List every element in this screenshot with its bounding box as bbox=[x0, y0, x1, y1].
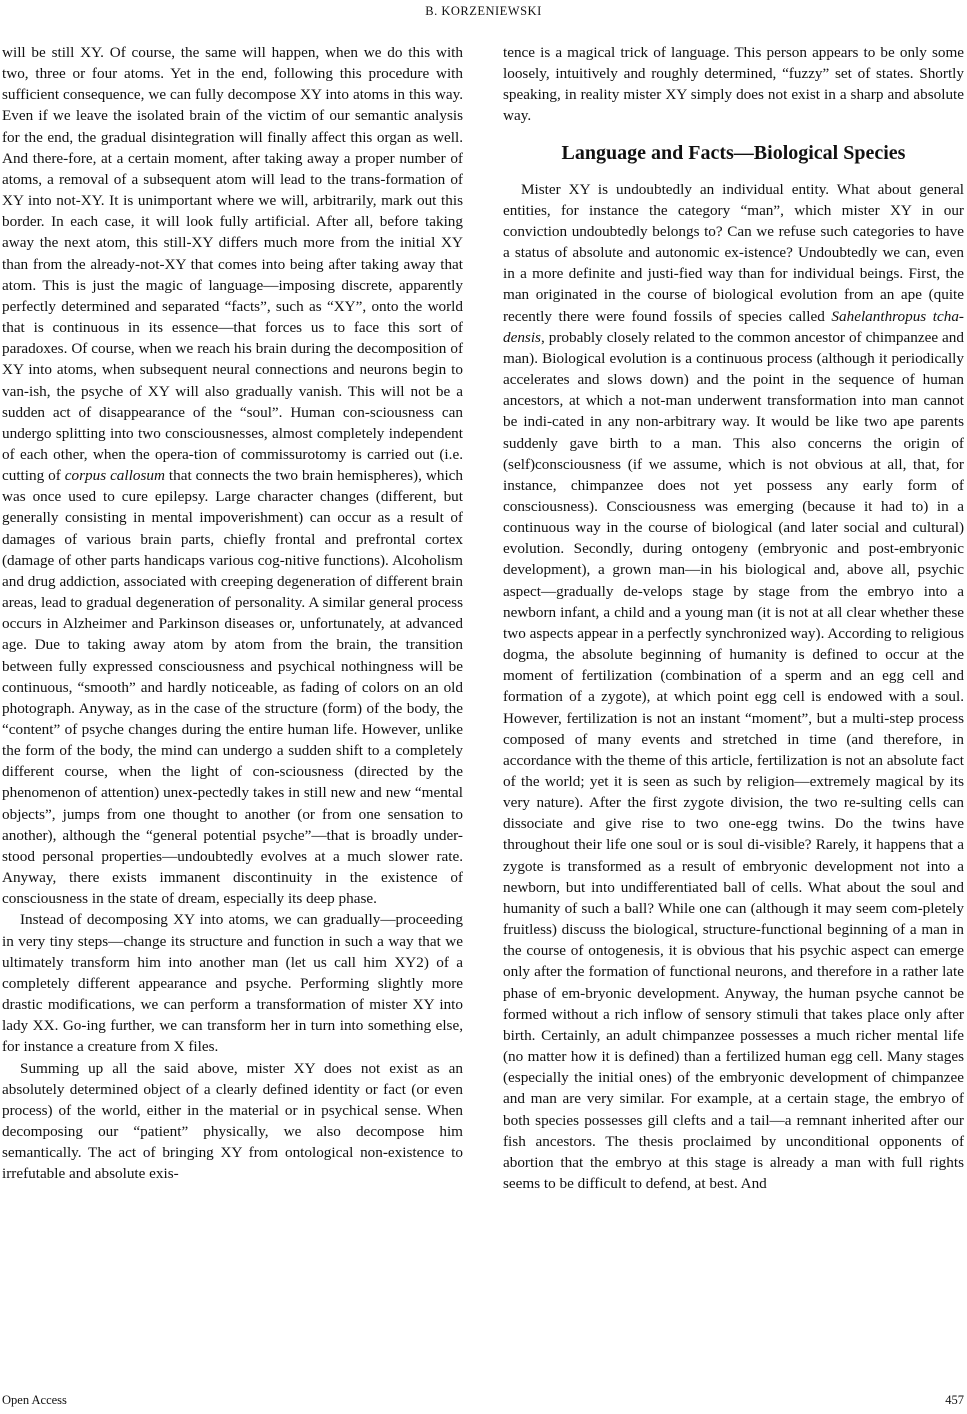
footer-journal: Open Access bbox=[2, 1393, 67, 1407]
body-paragraph: will be still XY. Of course, the same will happen, when we do this with two, three or four atoms. Yet in the end, following this procedure with sufficient consequence, we can fully decompose XY into atoms in this way. Even if we leave the isolated brain of the victim of our semantic analysis for the end, the gradual disintegration will finally affect this organ as well. And there-fore, at a certain moment, after taking away a proper number of atoms, a removal of a subsequent atom will lead to the trans-formation of XY into not-XY. It is unimportant where we will, arbitrarily, mark out this border. In each case, it will look fully artificial. After all, before taking away the next atom, this still-XY differs much more from the initial XY than from the already-not-XY that comes into being after taking away that atom. This is just the magic of language—imposing discrete, apparently perfectly determined and separated “facts”, such as “XY”, onto the world that is continuous in its essence—that forces us to face this sort of paradoxes. Of course, when we reach his brain during the decomposition of XY into atoms, when subsequent neural connections and neurons begin to van-ish, the psyche of XY will also gradually vanish. This will not be a sudden act of disappearance of the “soul”. Human con-sciousness can undergo splitting into two consciousnesses, almost completely independent of each other, when the opera-tion of commissurotomy is carried out (i.e. cutting of corpus callosum that connects the two brain hemispheres), which was once used to cure epilepsy. Large character changes (different, but generally consisting in mental impoverishment) can occur as a result of damages of various brain parts, chiefly frontal and prefrontal cortex (damage of other parts handicaps various cog-nitive functions). Alcoholism and drug addiction, associated with creeping degeneration of different brain areas, lead to gradual degeneration of personality. A similar general process occurs in Alzheimer and Parkinson diseases or, unfortunately, at advanced age. Due to taking away atom by atom from the brain, the transition between fully expressed consciousness and psychical nothingness will be continuous, “smooth” and hardly noticeable, as fading of colors on an old photograph. Anyway, as in the case of the structure (form) of the body, the “content” of psyche changes during the entire human life. However, unlike the form of the body, the mind can undergo a sudden shift to a completely different course, when the light of con-sciousness (directed by the phenomenon of attention) unex-pectedly takes in still new and new “mental objects”, jumps from one thought to another (or from one sensation to another), although the “general potential psyche”—that is broadly under-stood personal properties—undoubtedly evolves at a much slower rate. Anyway, there exists immanent discontinuity in the existence of consciousness in the state of dream, especially its deep phase. bbox=[2, 44, 463, 908]
right-column bbox=[503, 42, 964, 1194]
section-heading: Language and Facts—Biological Species bbox=[561, 141, 906, 164]
body-paragraph: Mister XY is undoubtedly an individual entity. What about general entities, for instance the category “man”, which mister XY in our conviction undoubtedly belongs to? Can we refuse such categories to have a status of absolute and autonomic ex-istence? Undoubtedly we can, even in a more definite and justi-fied way than for individual beings. First, the man originated in the course of biological evolution from an ape (quite recently there were found fossils of species called Sahelanthropus tcha-densis, probably closely related to the common ancestor of chimpanzee and man). Biological evolution is a continuous process (although it periodically accelerates and slows down) and the point in the sequence of human ancestors, at which a not-man underwent transformation into man cannot be indi-cated in any non-arbitrary way. It would be like two ape parents suddenly gave birth to a man. This also concerns the origin of (self)consciousness (if we assume, which is not obvious at all, that, for instance, chimpanzee does not yet possess any early form of consciousness). Consciousness was emerging (because it had to) in a continuous way in the course of biological (and later social and cultural) evolution. Secondly, during ontogeny (embryonic and post-embryonic development), a grown man—in his biological and, above all, psychic aspect—gradually de-velops stage by stage from the embryo into a newborn infant, a child and a young man (it is not at all clear whether these two aspects appear in a perfectly synchronized way). According to religious dogma, the absolute beginning of humanity is defined to occur at the moment of fertilization (combination of a sperm and an egg cell and formation of a zygote), at which point egg cell is endowed with a soul. However, fertilization is not an instant “moment”, but a multi-step process composed of many events and stretched in time (and therefore, in accordance with the theme of this article, fertilization is not an absolute fact of the world; yet it is seen as such by religion—extremely magical by its very nature). After the first zygote division, the two re-sulting cells can dissociate and give rise to two one-egg twins. Do the twins have throughout their life one soul or is soul di-visible? Rarely, it happens that a zygote is transformed as a result of embryonic development not into a newborn, but into undifferentiated ball of cells. What about the soul and humanity of such a ball? While one can (although it may seem com-pletely fruitless) discuss the biological, structure-functional beginning of a man in the course of ontogenesis, it is obvious that his psychic aspect can emerge only after the formation of functional neurons, and therefore in a rather late phase of em-bryonic development. Anyway, the human psyche cannot be formed without a rich inflow of sensory stimuli that takes place only after birth. Certainly, an adult chimpanzee possesses a much richer mental life (no matter how it is defined) than a fertilized human egg cell. Many stages (especially the initial ones) of the embryonic development of chimpanzee and man are very similar. For example, at a certain stage, the embryo of both species possesses gill clefts and a tail—a remnant inherited after our fish ancestors. The thesis proclaimed by unconditional opponents of abortion that the embryo at this stage is already a man with full rights seems to be difficult to defend, at best. And bbox=[503, 180, 964, 1192]
italic-term: Sahelanthropus tcha-densis bbox=[503, 307, 964, 346]
page-number: 457 bbox=[945, 1393, 964, 1407]
left-column bbox=[2, 42, 463, 1184]
body-paragraph: Instead of decomposing XY into atoms, we can gradually—proceeding in very tiny steps—change its structure and function in such a way that we ultimately transform him into another man (let us call him XY2) of a completely different appearance and psyche. Performing slightly more drastic modifications, we can perform a transformation of mister XY into lady XX. Go-ing further, we can transform her in turn into something else, for instance a creature from X files. bbox=[2, 911, 463, 1056]
running-head: B. KORZENIEWSKI bbox=[425, 4, 542, 18]
italic-term: corpus callosum bbox=[64, 467, 165, 485]
body-paragraph: Summing up all the said above, mister XY does not exist as an absolutely determined object of a clearly defined identity or fact (or even process) of the world, either in the material or in psychical sense. When decomposing our “patient” physically, we also decompose him semantically. The act of bringing XY from ontological non-existence to irrefutable and absolute exis- bbox=[2, 1059, 463, 1183]
body-paragraph: tence is a magical trick of language. This person appears to be only some loosely, intuitively and roughly determined, “fuzzy” set of states. Shortly speaking, in reality mister XY simply does not exist in a sharp and absolute way. bbox=[503, 44, 964, 125]
